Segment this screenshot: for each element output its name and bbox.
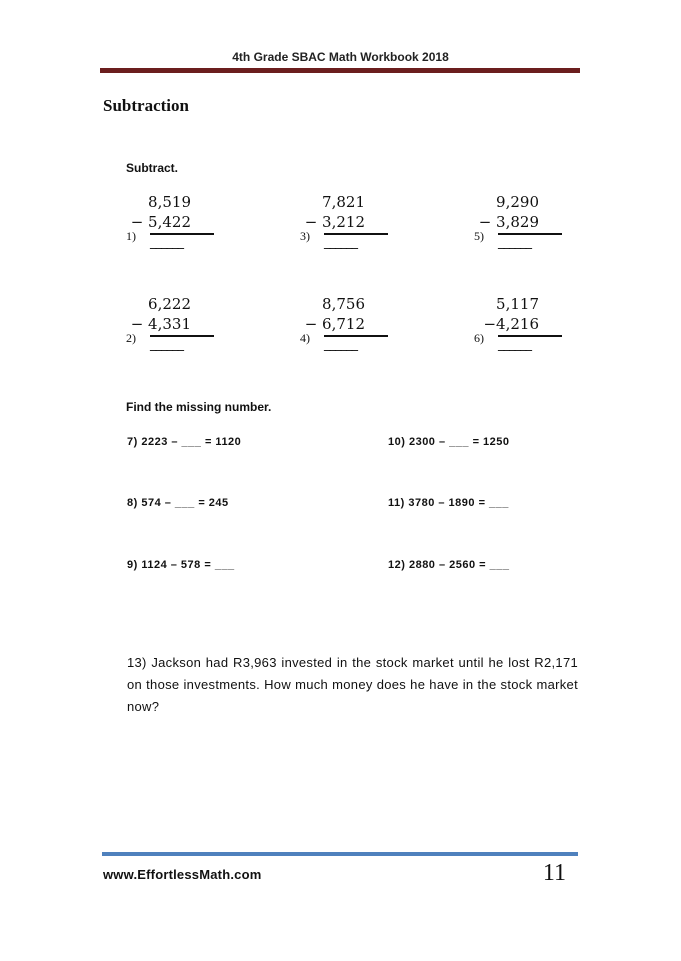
subtrahend: − 5,422: [130, 213, 191, 231]
answer-blank: ______: [324, 337, 357, 352]
subtrahend: − 3,212: [304, 213, 365, 231]
problem-2: [126, 295, 246, 375]
problem-label: 5): [474, 229, 484, 243]
subtrahend: − 6,712: [304, 315, 365, 333]
problem-1: [126, 193, 246, 273]
minuend: 6,222: [148, 295, 191, 313]
workbook-header-title: 4th Grade SBAC Math Workbook 2018: [232, 50, 449, 64]
minuend: 7,821: [322, 193, 365, 211]
subtrahend: − 3,829: [478, 213, 539, 231]
section-title: Subtraction: [103, 96, 189, 115]
page-number: 11: [542, 860, 566, 886]
minuend: 9,290: [496, 193, 539, 211]
answer-blank: ______: [324, 235, 357, 250]
missing-problem-11: 11) 3780 – 1890 = ___: [388, 497, 509, 509]
subtrahend: −4,216: [483, 315, 539, 333]
header-divider: [100, 68, 580, 73]
missing-problem-7: 7) 2223 – ___ = 1120: [127, 436, 242, 448]
problem-label: 4): [300, 331, 310, 345]
problem-4: [300, 295, 420, 375]
answer-blank: ______: [150, 337, 183, 352]
minuend: 8,756: [322, 295, 365, 313]
problem-3: [300, 193, 420, 273]
problem-label: 6): [474, 331, 484, 345]
answer-blank: ______: [150, 235, 183, 250]
missing-problem-10: 10) 2300 – ___ = 1250: [388, 436, 510, 448]
problem-label: 1): [126, 229, 136, 243]
missing-problem-8: 8) 574 – ___ = 245: [127, 497, 229, 509]
subtract-instruction: Subtract.: [126, 161, 179, 175]
missing-number-instruction: Find the missing number.: [126, 400, 272, 414]
problem-6: [474, 295, 594, 375]
minuend: 8,519: [148, 193, 191, 211]
missing-problem-9: 9) 1124 – 578 = ___: [127, 559, 235, 571]
minuend: 5,117: [496, 295, 539, 313]
answer-blank: ______: [498, 337, 531, 352]
footer-website: www.EffortlessMath.com: [103, 867, 262, 882]
problem-label: 3): [300, 229, 310, 243]
missing-problem-12: 12) 2880 – 2560 = ___: [388, 559, 510, 571]
subtrahend: − 4,331: [130, 315, 191, 333]
footer-divider: [102, 852, 578, 856]
problem-5: [474, 193, 594, 273]
word-problem-13: 13) Jackson had R3,963 invested in the stock market until he lost R2,171 on those investments. How much money does he have in the stock market now?: [127, 655, 578, 714]
answer-blank: ______: [498, 235, 531, 250]
problem-label: 2): [126, 331, 136, 345]
